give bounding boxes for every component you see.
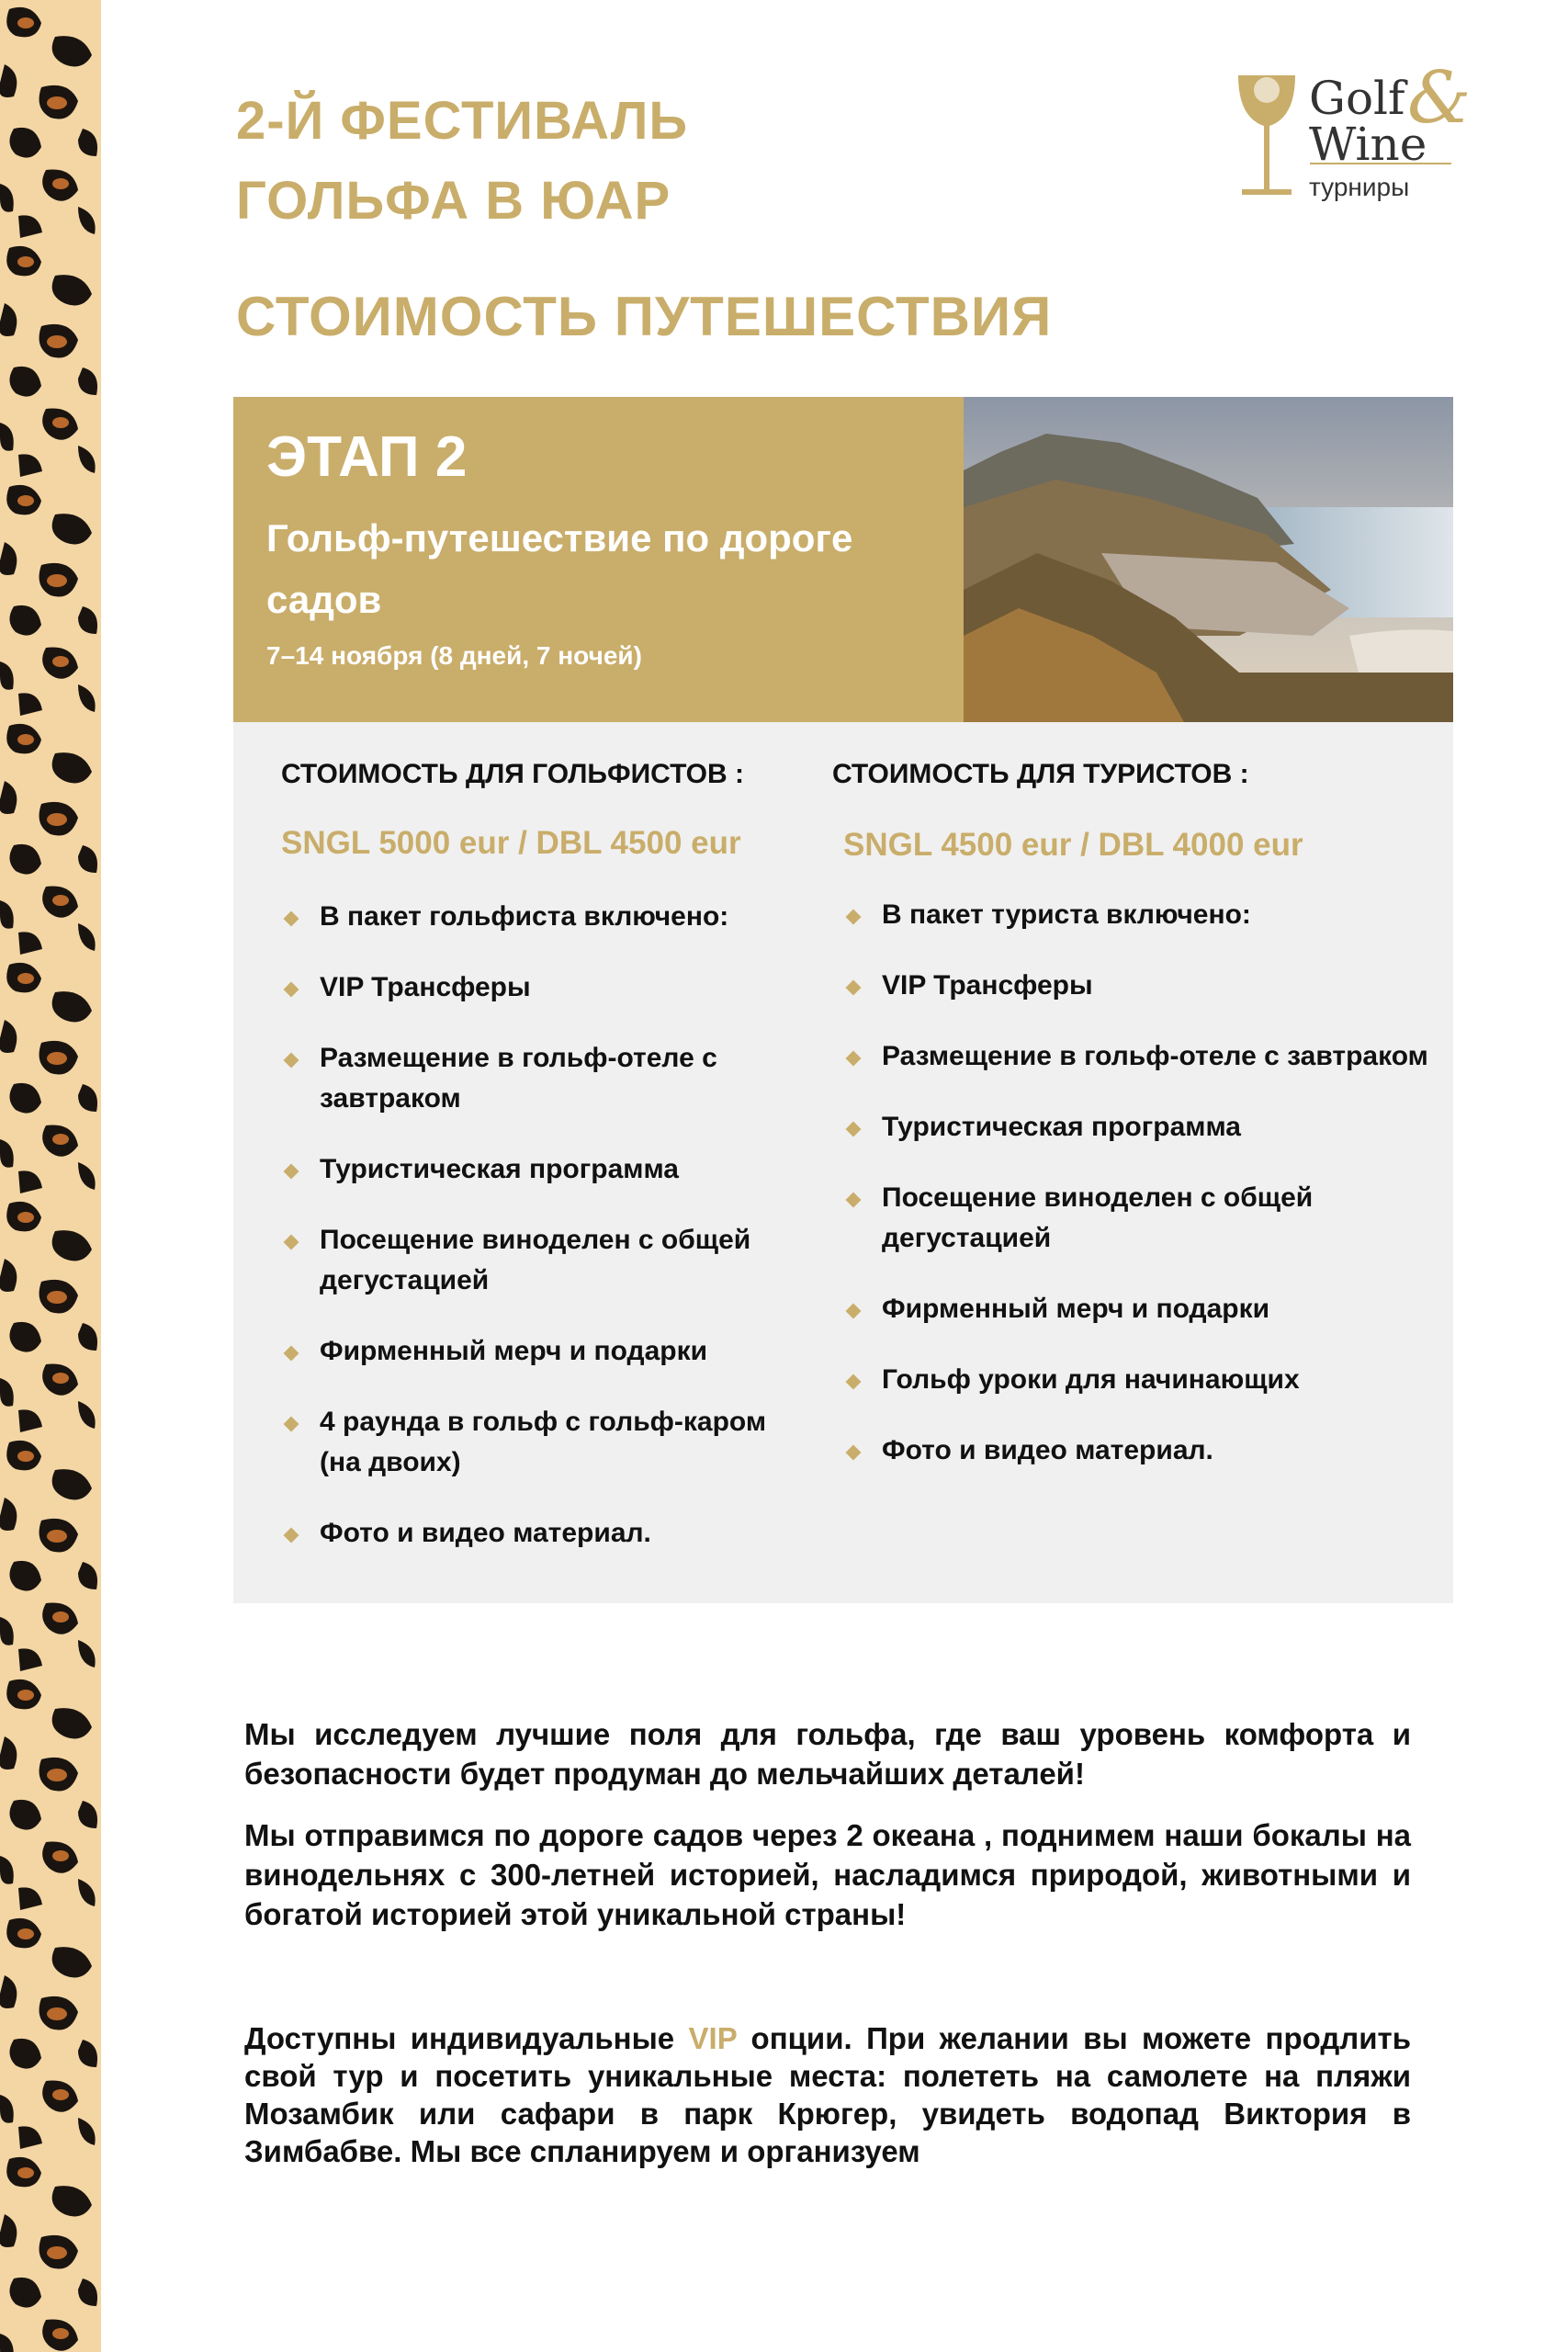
- stage-banner: [233, 397, 964, 722]
- list-item: [281, 1402, 814, 1483]
- title-line-1: 2-Й ФЕСТИВАЛЬ: [236, 91, 689, 151]
- list-item-text: 4 раунда в гольф с гольф-каром (на двоих): [320, 1407, 767, 1477]
- list-item: [843, 966, 1431, 1006]
- list-item: [843, 1107, 1431, 1148]
- diamond-bullet-icon: [284, 911, 299, 927]
- stage-subtitle: Гольф-путешествие по дороге садов: [266, 516, 853, 621]
- golfers-items: [281, 897, 814, 1584]
- list-item-text: Размещение в гольф-отеле с завтраком: [320, 1043, 717, 1114]
- list-item: [281, 1513, 814, 1554]
- diamond-bullet-icon: [284, 1235, 299, 1250]
- list-item-text: Фото и видео материал.: [882, 1435, 1213, 1465]
- list-item-text: VIP Трансферы: [882, 970, 1093, 1001]
- diamond-bullet-icon: [846, 1304, 862, 1319]
- list-item-text: Посещение виноделен с общей дегустацией: [882, 1182, 1314, 1253]
- landscape-photo: [964, 397, 1453, 722]
- logo-subtitle: турниры: [1309, 173, 1410, 201]
- list-item-text: VIP Трансферы: [320, 972, 531, 1002]
- vip-highlight: VIP: [688, 2021, 738, 2055]
- list-item: [843, 1430, 1431, 1471]
- diamond-bullet-icon: [284, 1053, 299, 1069]
- list-item: [281, 1331, 814, 1372]
- list-item-text: В пакет гольфиста включено:: [320, 901, 729, 932]
- logo-ampersand: &: [1407, 57, 1472, 140]
- diamond-bullet-icon: [846, 980, 862, 996]
- diamond-bullet-icon: [846, 910, 862, 925]
- tourists-heading: СТОИМОСТЬ ДЛЯ ТУРИСТОВ :: [832, 759, 1249, 789]
- list-item: [843, 1289, 1431, 1329]
- tourists-price: SNGL 4500 eur / DBL 4000 eur: [843, 827, 1303, 863]
- list-item-text: Фирменный мерч и подарки: [882, 1294, 1270, 1324]
- prices-panel: [233, 722, 1453, 1603]
- list-item: [843, 1178, 1431, 1259]
- list-item-text: Гольф уроки для начинающих: [882, 1364, 1300, 1395]
- diamond-bullet-icon: [284, 1164, 299, 1180]
- list-item: [843, 1360, 1431, 1400]
- list-item-text: Туристическая программа: [882, 1112, 1241, 1142]
- list-item: [281, 897, 814, 937]
- paragraph-3-start: Доступны индивидуальные: [244, 2021, 689, 2055]
- diamond-bullet-icon: [284, 982, 299, 998]
- diamond-bullet-icon: [846, 1445, 862, 1461]
- list-item: [281, 1038, 814, 1119]
- list-item: [843, 895, 1431, 935]
- diamond-bullet-icon: [846, 1374, 862, 1390]
- body-paragraph-1: Мы исследуем лучшие поля для гольфа, где ваш уровень комфорта и безопасности будет продуман до мельчайших деталей!: [244, 1717, 1411, 1791]
- diamond-bullet-icon: [846, 1122, 862, 1137]
- tourists-items: [843, 895, 1431, 1501]
- section-title: СТОИМОСТЬ ПУТЕШЕСТВИЯ: [236, 286, 1053, 347]
- leopard-print-border: [0, 0, 101, 2352]
- list-item-text: Фото и видео материал.: [320, 1518, 651, 1548]
- page-title: [236, 81, 688, 241]
- diamond-bullet-icon: [284, 1346, 299, 1362]
- list-item-text: Туристическая программа: [320, 1154, 679, 1184]
- list-item: [281, 1149, 814, 1190]
- diamond-bullet-icon: [284, 1528, 299, 1544]
- paragraph-3-end: опции. При желании вы можете продлить свой тур и посетить уникальные места: полететь на самолете на пляжи Мозамбик или сафари в парк Крюгер, увидеть водопад Виктория в Зимбабве. Мы все спланируем и организуем: [244, 2021, 1411, 2168]
- stage-label: ЭТАП 2: [266, 425, 468, 489]
- list-item-text: Фирменный мерч и подарки: [320, 1336, 708, 1366]
- body-paragraph-3: [244, 2019, 1411, 2170]
- logo-wine-text: Wine: [1309, 118, 1427, 171]
- golfers-price: SNGL 5000 eur / DBL 4500 eur: [281, 825, 741, 861]
- list-item-text: Посещение виноделен с общей дегустацией: [320, 1225, 751, 1295]
- list-item: [281, 967, 814, 1008]
- diamond-bullet-icon: [284, 1417, 299, 1432]
- stage-dates: 7–14 ноября (8 дней, 7 ночей): [266, 641, 642, 670]
- list-item: [843, 1036, 1431, 1077]
- golfers-heading: СТОИМОСТЬ ДЛЯ ГОЛЬФИСТОВ :: [281, 759, 744, 789]
- diamond-bullet-icon: [846, 1193, 862, 1208]
- diamond-bullet-icon: [846, 1051, 862, 1067]
- title-line-2: ГОЛЬФА В ЮАР: [236, 171, 671, 231]
- list-item-text: В пакет туриста включено:: [882, 899, 1251, 930]
- body-paragraph-2: Мы отправимся по дороге садов через 2 океана , поднимем наши бокалы на винодельнях с 300-летней историей, насладимся природой, животными и богатой историей этой уникальной страны!: [244, 1818, 1411, 1931]
- logo-golf-text: Golf: [1309, 72, 1405, 125]
- list-item: [281, 1220, 814, 1301]
- list-item-text: Размещение в гольф-отеле с завтраком: [882, 1041, 1428, 1071]
